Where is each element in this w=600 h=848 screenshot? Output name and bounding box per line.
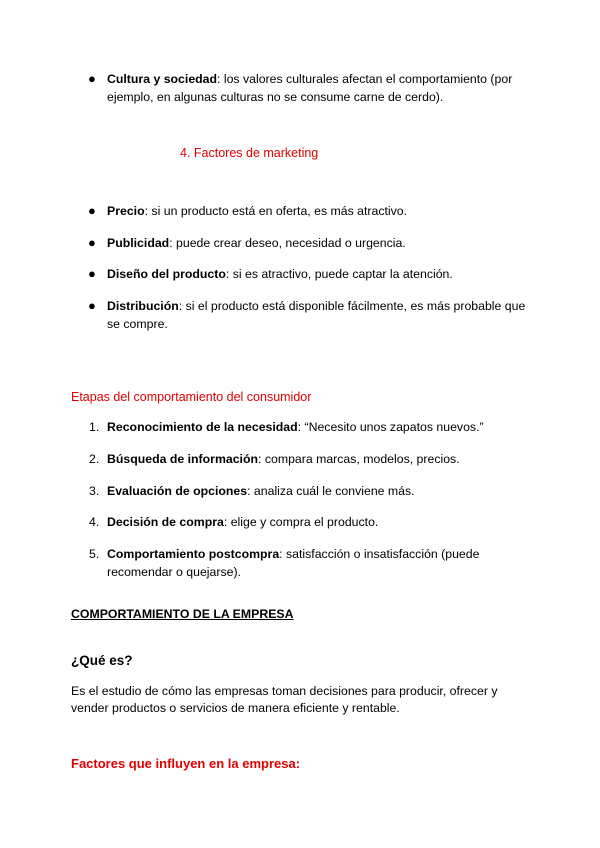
list-item (88, 265, 537, 283)
list-item-term: Comportamiento postcompra (107, 547, 280, 561)
list-number: 2. (89, 452, 100, 466)
list-item (88, 234, 537, 252)
what-is-text: Es el estudio de cómo las empresas toman decisiones para producir, ofrecer y vender productos o servicios de manera eficiente y rentable. (71, 684, 498, 715)
list-item-term: Publicidad (107, 236, 170, 250)
list-number: 5. (89, 547, 100, 561)
bullet-icon: ● (88, 203, 96, 218)
list-item-desc: : los valores culturales afectan el comportamiento (por ejemplo, en algunas culturas no se consume carne de cerdo). (107, 72, 513, 104)
bullet-icon: ● (88, 298, 96, 313)
list-item (88, 297, 537, 333)
list-item (88, 202, 537, 220)
bullet-icon: ● (88, 71, 96, 86)
list-item (88, 70, 537, 106)
list-item (89, 482, 537, 500)
bullet-icon: ● (88, 235, 96, 250)
list-item-term: Diseño del producto (107, 267, 226, 281)
list-item-desc: : si el producto está disponible fácilmente, es más probable que se compre. (107, 299, 526, 331)
list-item-desc: : compara marcas, modelos, precios. (258, 452, 460, 466)
factors-heading: Factores que influyen en la empresa: (71, 756, 301, 771)
list-item-term: Evaluación de opciones (107, 484, 248, 498)
list-number: 4. (89, 515, 100, 529)
list-number: 1. (89, 420, 100, 434)
list-item-desc: : “Necesito unos zapatos nuevos.” (297, 420, 484, 434)
list-item-desc: : puede crear deseo, necesidad o urgencia. (169, 236, 406, 250)
what-is-heading: ¿Qué es? (71, 653, 133, 668)
list-item-term: Reconocimiento de la necesidad (107, 420, 298, 434)
list-item-term: Búsqueda de información (107, 452, 258, 466)
list-item-desc: : analiza cuál le conviene más. (247, 484, 415, 498)
list-item-term: Precio (107, 204, 145, 218)
bullet-icon: ● (88, 266, 96, 281)
company-title: COMPORTAMIENTO DE LA EMPRESA (71, 607, 294, 621)
marketing-heading: 4. Factores de marketing (180, 146, 319, 160)
list-item-desc: : elige y compra el producto. (223, 515, 379, 529)
list-item-term: Distribución (107, 299, 179, 313)
list-item (89, 418, 537, 436)
list-item (89, 545, 537, 581)
list-item-term: Decisión de compra (107, 515, 224, 529)
list-item-desc: : satisfacción o insatisfacción (puede recomendar o quejarse). (107, 547, 480, 579)
list-number: 3. (89, 484, 100, 498)
list-item-term: Cultura y sociedad (107, 72, 218, 86)
list-item-desc: : si un producto está en oferta, es más atractivo. (144, 204, 408, 218)
list-item (89, 450, 537, 468)
stages-heading: Etapas del comportamiento del consumidor (71, 390, 312, 404)
list-item-desc: : si es atractivo, puede captar la atención. (225, 267, 453, 281)
list-item (89, 513, 537, 531)
